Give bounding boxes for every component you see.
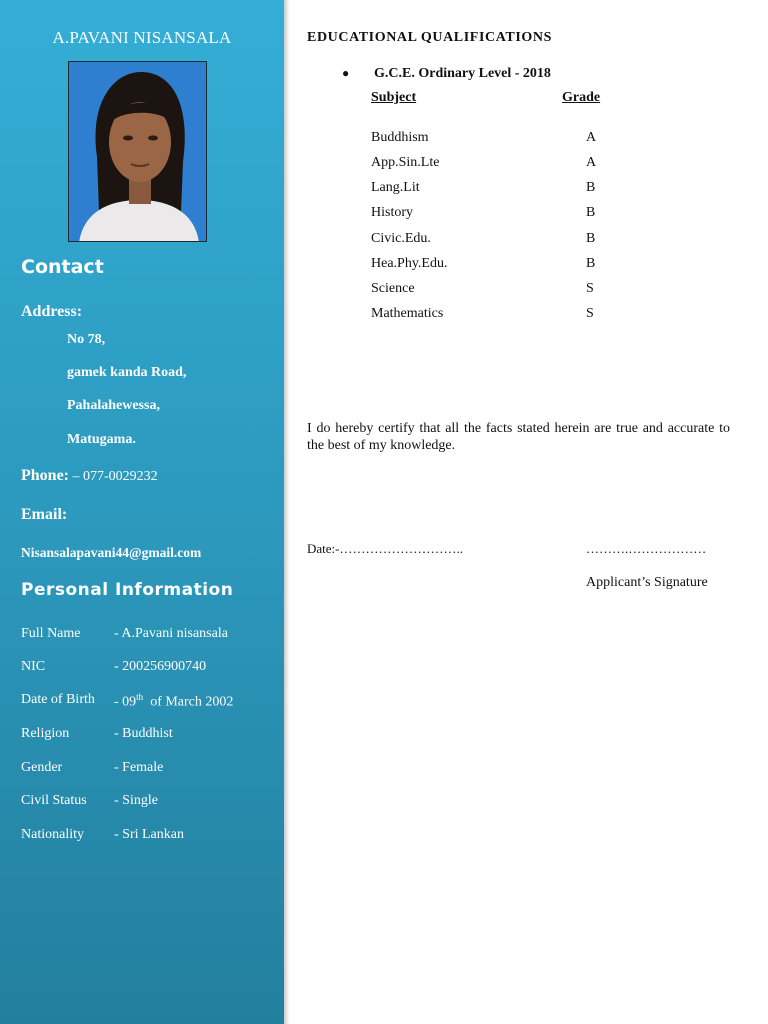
personal-label: Date of Birth [21, 692, 95, 707]
education-heading: EDUCATIONAL QUALIFICATIONS [307, 30, 552, 45]
personal-label: Nationality [21, 827, 84, 842]
email-value: Nisansalapavani44@gmail.com [21, 545, 202, 560]
grade-cell: B [586, 256, 596, 271]
grade-cell: B [586, 180, 596, 195]
dob-rest: of March 2002 [143, 694, 234, 710]
personal-label: Religion [21, 726, 70, 741]
personal-value: - 200256900740 [114, 659, 207, 674]
grade-cell: S [586, 306, 594, 321]
subject-cell: History [371, 205, 413, 220]
personal-value: - Female [114, 760, 164, 775]
personal-value: - Buddhist [114, 726, 173, 741]
profile-photo-illustration [69, 62, 207, 242]
personal-value [114, 692, 233, 711]
qualification-title: G.C.E. Ordinary Level - 2018 [374, 66, 551, 81]
phone-row [21, 467, 158, 485]
personal-info-heading: Personal Information [21, 580, 234, 600]
dob-suffix: th [136, 692, 144, 702]
personal-value: - Sri Lankan [114, 827, 184, 842]
dob-day: - 09 [114, 694, 137, 710]
email-label: Email: [21, 506, 68, 523]
sidebar [0, 0, 284, 1024]
contact-heading: Contact [21, 256, 104, 278]
personal-value: - A.Pavani nisansala [114, 626, 228, 641]
grade-cell: S [586, 281, 594, 296]
subject-cell: Hea.Phy.Edu. [371, 256, 448, 271]
subject-cell: Civic.Edu. [371, 231, 431, 246]
signature-label: Applicant’s Signature [586, 575, 708, 590]
profile-photo [68, 61, 207, 242]
grade-column-header: Grade [562, 90, 601, 105]
address-line: gamek kanda Road, [67, 365, 187, 380]
candidate-name: A.PAVANI NISANSALA [52, 28, 232, 47]
subject-cell: App.Sin.Lte [371, 155, 440, 170]
personal-value: - Single [114, 793, 158, 808]
grade-cell: A [586, 130, 597, 145]
address-label: Address: [21, 303, 83, 320]
declaration-text: I do hereby certify that all the facts stated herein are true and accurate to the best of my knowledge. [307, 421, 730, 453]
grade-cell: B [586, 231, 596, 246]
signature-line: ……….……………… [586, 541, 707, 556]
personal-label: NIC [21, 659, 46, 674]
subject-column-header: Subject [371, 90, 417, 105]
subject-cell: Lang.Lit [371, 180, 420, 195]
page-divider [284, 0, 290, 1024]
personal-label: Full Name [21, 626, 81, 641]
bullet-icon: ● [342, 66, 350, 80]
date-line: Date:-……………………….. [307, 541, 463, 556]
grade-cell: A [586, 155, 597, 170]
grade-cell: B [586, 205, 596, 220]
personal-label: Gender [21, 760, 63, 775]
subject-cell: Buddhism [371, 130, 429, 145]
address-line: Matugama. [67, 432, 136, 447]
phone-label: Phone: [21, 467, 69, 484]
subject-cell: Mathematics [371, 306, 444, 321]
personal-label: Civil Status [21, 793, 87, 808]
subject-cell: Science [371, 281, 415, 296]
qualification-item [342, 66, 551, 82]
phone-value: – 077-0029232 [69, 469, 158, 484]
address-line: Pahalahewessa, [67, 398, 160, 413]
address-line: No 78, [67, 332, 106, 347]
